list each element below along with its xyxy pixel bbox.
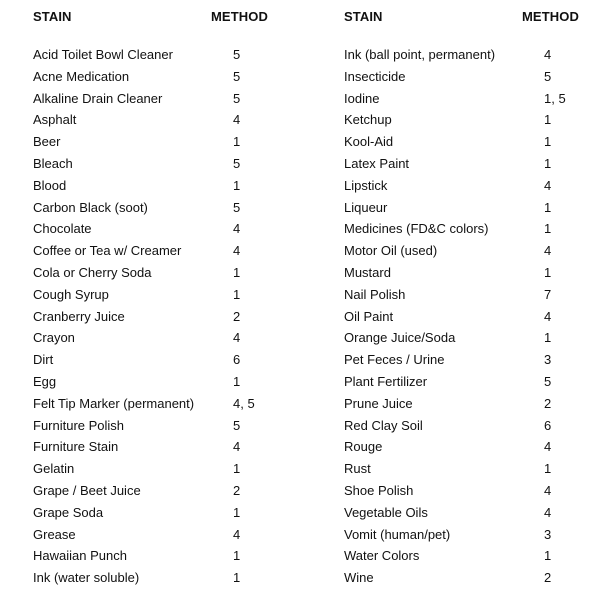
stain-name: Insecticide [344,68,406,84]
method-value: 1, 5 [544,90,566,106]
stain-name: Carbon Black (soot) [33,199,148,215]
stain-column-header: STAIN [33,9,72,24]
table-row [344,502,600,524]
stain-name: Liqueur [344,199,388,215]
table-header [344,9,600,27]
method-value: 4, 5 [233,395,255,411]
method-value: 4 [233,526,241,542]
method-value: 3 [544,526,552,542]
table-row [33,284,308,306]
method-value: 1 [544,330,552,346]
stain-name: Cough Syrup [33,286,109,302]
table-row [33,175,308,197]
table-row [344,567,600,589]
table-row [344,218,600,240]
table-row [33,393,308,415]
method-column-header: METHOD [211,9,268,24]
table-row [344,545,600,567]
method-value: 7 [544,286,552,302]
method-value: 1 [233,504,241,520]
stain-name: Dirt [33,352,54,368]
stain-name: Grape / Beet Juice [33,482,141,498]
table-row [33,480,308,502]
method-value: 1 [544,221,552,237]
stain-name: Kool-Aid [344,134,394,150]
stain-name: Felt Tip Marker (permanent) [33,395,195,411]
method-value: 2 [544,570,552,586]
stain-name: Nail Polish [344,286,406,302]
table-row [344,524,600,546]
method-value: 4 [544,47,552,62]
table-row [33,567,308,589]
stain-name: Orange Juice/Soda [344,330,456,346]
stain-name: Prune Juice [344,395,413,411]
stain-column-header: STAIN [344,9,383,24]
table-body [33,44,308,589]
table-row [344,371,600,393]
table-row [344,240,600,262]
method-value: 5 [544,373,552,389]
method-value: 5 [233,90,241,106]
method-value: 1 [544,461,552,477]
table-row [344,262,600,284]
method-value: 1 [544,264,552,280]
table-row [33,545,308,567]
method-value: 4 [233,439,241,455]
method-value: 1 [233,177,241,193]
method-value: 1 [233,264,241,280]
stain-name: Wine [344,570,374,586]
method-value: 6 [544,417,552,433]
table-row [344,88,600,110]
stain-name: Gelatin [33,461,75,477]
stain-name: Water Colors [344,548,420,564]
table-row [33,458,308,480]
stain-name: Alkaline Drain Cleaner [33,90,163,106]
method-value: 4 [233,330,241,346]
method-value: 1 [544,155,552,171]
method-value: 1 [233,548,241,564]
stain-name: Shoe Polish [344,482,414,498]
stain-name: Vomit (human/pet) [344,526,451,542]
stain-name: Mustard [344,264,391,280]
method-value: 1 [544,134,552,150]
method-value: 4 [544,482,552,498]
table-row [33,240,308,262]
table-row [33,66,308,88]
stain-name: Furniture Stain [33,439,119,455]
table-row [344,284,600,306]
stain-name: Egg [33,373,57,389]
method-value: 6 [233,352,241,368]
method-value: 5 [233,155,241,171]
stain-name: Acid Toilet Bowl Cleaner [33,47,173,62]
method-value: 4 [544,504,552,520]
stain-name: Iodine [344,90,380,106]
table-row [33,524,308,546]
table-row [344,153,600,175]
method-value: 4 [544,439,552,455]
method-value: 1 [233,570,241,586]
table-row [344,393,600,415]
stain-name: Grease [33,526,76,542]
table-row [33,415,308,437]
table-row [33,153,308,175]
table-row [344,480,600,502]
table-row [344,349,600,371]
stain-name: Medicines (FD&C colors) [344,221,489,237]
method-value: 2 [544,395,552,411]
stain-name: Lipstick [344,177,388,193]
stain-name: Chocolate [33,221,92,237]
stain-name: Beer [33,134,61,150]
table-row [33,349,308,371]
stain-name: Crayon [33,330,75,346]
table-row [344,415,600,437]
method-value: 4 [544,177,552,193]
method-value: 1 [233,134,241,150]
table-body [344,44,600,589]
table-row [344,175,600,197]
stain-name: Ink (water soluble) [33,570,140,586]
method-value: 5 [233,199,241,215]
table-row [33,131,308,153]
method-value: 5 [233,417,241,433]
table-row [344,44,600,66]
table-row [33,327,308,349]
table-row [33,109,308,131]
stain-name: Cola or Cherry Soda [33,264,152,280]
table-row [344,66,600,88]
stain-name: Cranberry Juice [33,308,125,324]
stain-name: Ink (ball point, permanent) [344,47,496,62]
stain-name: Pet Feces / Urine [344,352,445,368]
method-value: 5 [233,68,241,84]
method-column-header: METHOD [522,9,579,24]
method-value: 4 [544,243,552,259]
stain-name: Rouge [344,439,383,455]
method-value: 4 [233,221,241,237]
method-value: 2 [233,482,241,498]
method-value: 2 [233,308,241,324]
stain-name: Vegetable Oils [344,504,428,520]
table-row [33,306,308,328]
table-row [33,218,308,240]
stain-name: Hawaiian Punch [33,548,127,564]
stain-name: Grape Soda [33,504,104,520]
table-row [344,131,600,153]
table-row [344,197,600,219]
stain-name: Red Clay Soil [344,417,423,433]
method-value: 1 [544,199,552,215]
method-value: 4 [233,112,241,128]
stain-name: Bleach [33,155,73,171]
stain-name: Ketchup [344,112,392,128]
stain-name: Coffee or Tea w/ Creamer [33,243,182,259]
method-value: 3 [544,352,552,368]
table-row [33,44,308,66]
method-value: 5 [544,68,552,84]
method-value: 1 [544,548,552,564]
table-row [33,371,308,393]
stain-name: Asphalt [33,112,77,128]
stain-name: Blood [33,177,67,193]
table-row [33,436,308,458]
table-row [33,197,308,219]
table-header [33,9,308,27]
stain-name: Acne Medication [33,68,130,84]
table-row [344,306,600,328]
table-row [344,327,600,349]
method-value: 1 [233,373,241,389]
method-value: 1 [233,461,241,477]
stain-name: Latex Paint [344,155,410,171]
table-row [33,502,308,524]
method-value: 1 [233,286,241,302]
stain-name: Motor Oil (used) [344,243,438,259]
stain-name: Oil Paint [344,308,394,324]
table-row [33,262,308,284]
method-value: 4 [544,308,552,324]
table-row [33,88,308,110]
method-value: 1 [544,112,552,128]
method-value: 5 [233,47,241,62]
table-row [344,458,600,480]
method-value: 4 [233,243,241,259]
table-row [344,436,600,458]
stain-name: Rust [344,461,371,477]
stain-name: Plant Fertilizer [344,373,428,389]
table-row [344,109,600,131]
stain-name: Furniture Polish [33,417,125,433]
